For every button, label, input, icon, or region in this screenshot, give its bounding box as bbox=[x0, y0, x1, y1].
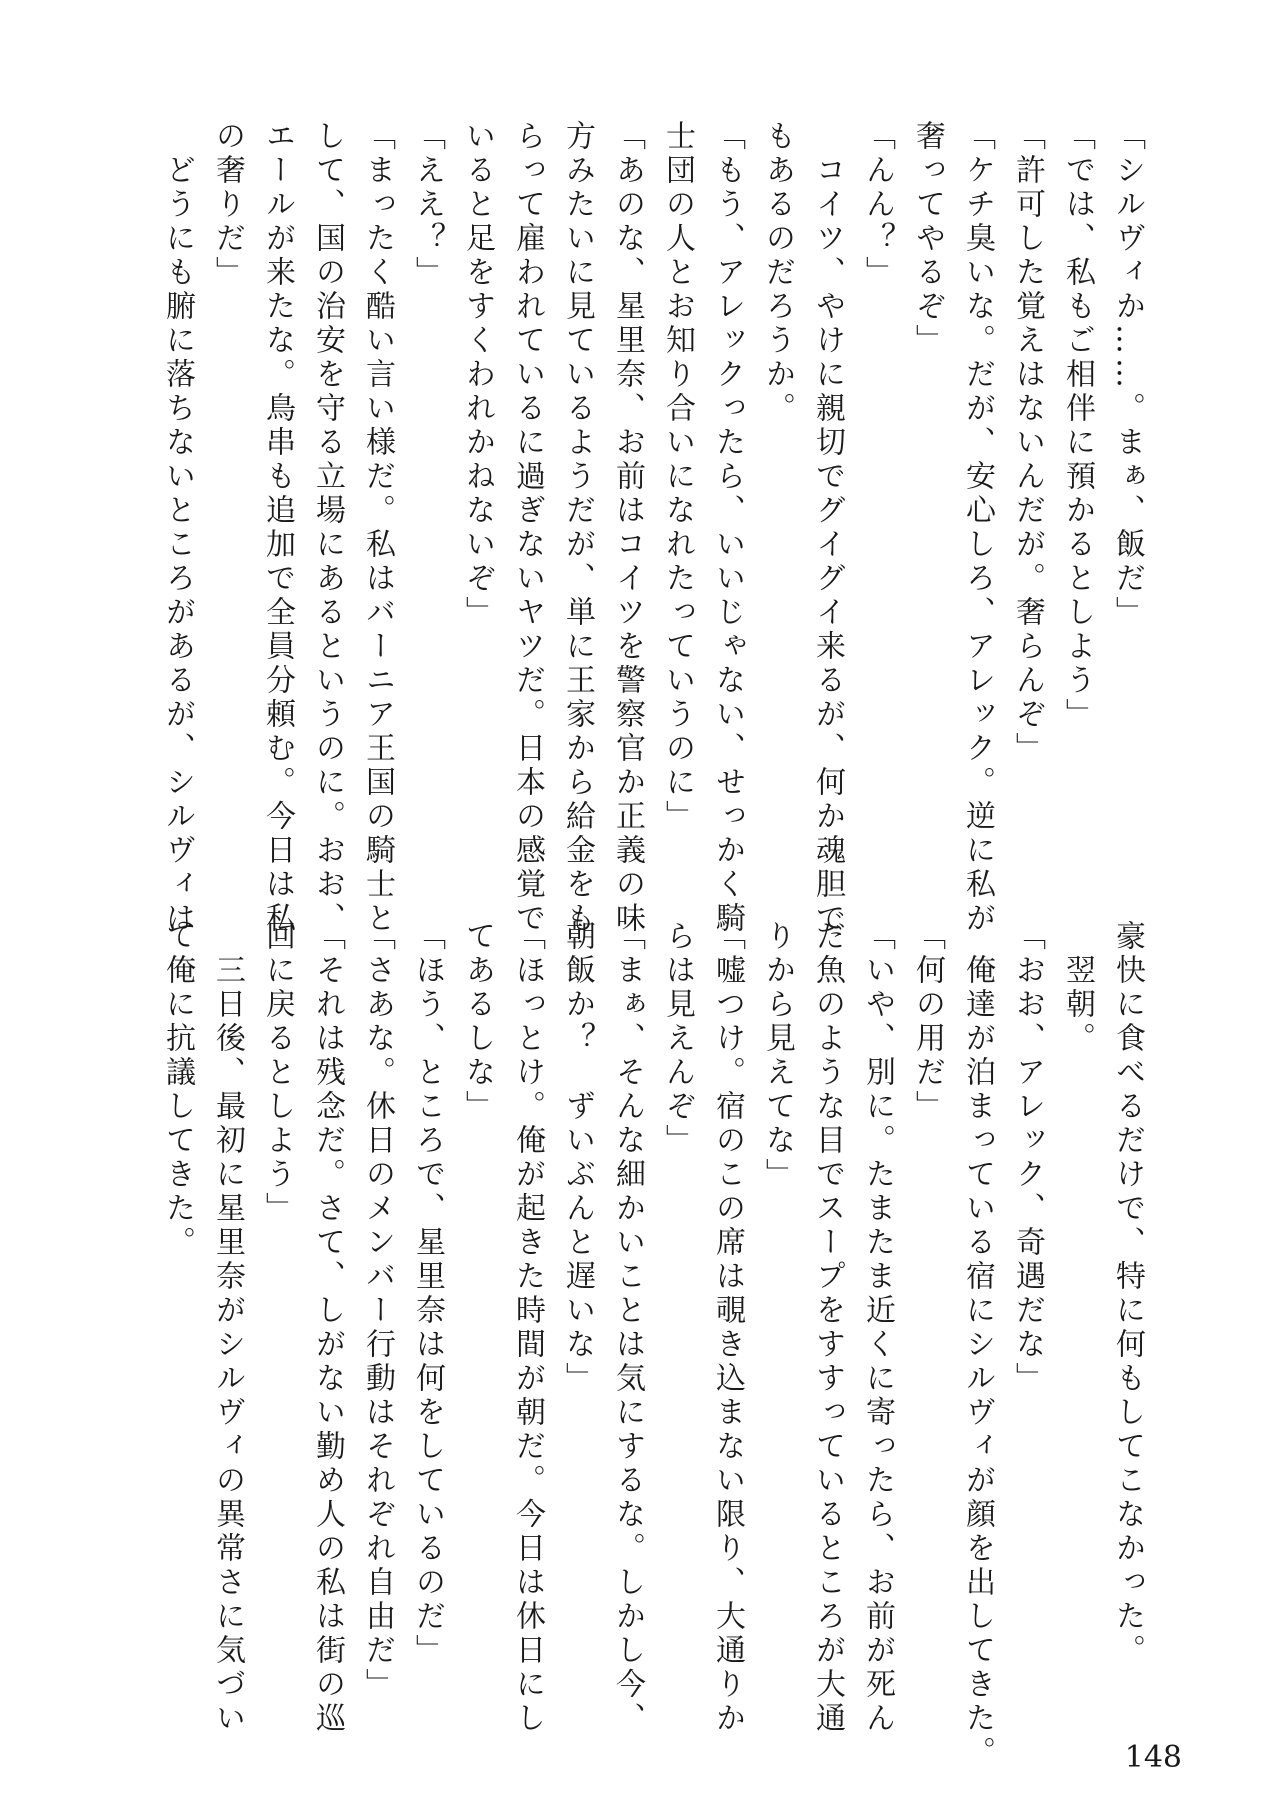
bottom-text-line: だ魚のような目でスープをすすっているところが大通 bbox=[810, 920, 845, 1736]
text-block-top bbox=[152, 120, 1152, 936]
top-text-line: 「あのな、星里奈、お前はコイツを警察官か正義の味 bbox=[610, 120, 645, 936]
bottom-text-line: 「おお、アレック、奇遇だな」 bbox=[1010, 920, 1045, 1396]
top-text-line: もあるのだろうか。 bbox=[760, 120, 795, 426]
bottom-text-line: 「さあな。休日のメンバー行動はそれぞれ自由だ」 bbox=[360, 920, 395, 1702]
bottom-text-line: りから見えてな」 bbox=[760, 920, 795, 1192]
bottom-text-line: 「嘘つけ。宿のこの席は覗き込まない限り、大通りか bbox=[710, 920, 745, 1736]
top-text-line: らって雇われているに過ぎないヤツだ。日本の感覚で bbox=[510, 120, 545, 936]
top-text-line: 「シルヴィか……。まぁ、飯だ」 bbox=[1110, 120, 1145, 630]
top-text-line: 「許可した覚えはないんだが。奢らんぞ」 bbox=[1010, 120, 1045, 766]
bottom-text-line: 「それは残念だ。さて、しがない勤め人の私は街の巡 bbox=[310, 920, 345, 1736]
bottom-text-line: 俺達が泊まっている宿にシルヴィが顔を出してきた。 bbox=[960, 920, 995, 1770]
top-text-line: いると足をすくわれかねないぞ」 bbox=[460, 120, 495, 630]
bottom-text-line: 豪快に食べるだけで、特に何もしてこなかった。 bbox=[1110, 920, 1145, 1668]
bottom-text-line: 「いや、別に。たまたま近くに寄ったら、お前が死ん bbox=[860, 920, 895, 1736]
bottom-text-line: て俺に抗議してきた。 bbox=[160, 920, 195, 1260]
top-text-line: して、国の治安を守る立場にあるというのに。おお、 bbox=[310, 120, 345, 936]
bottom-text-line: らは見えんぞ」 bbox=[660, 920, 695, 1158]
top-text-line: 方みたいに見ているようだが、単に王家から給金をも bbox=[560, 120, 595, 936]
bottom-text-line: 回に戻るとしよう」 bbox=[260, 920, 295, 1226]
bottom-text-line: 朝飯か？ ずいぶんと遅いな」 bbox=[560, 920, 595, 1396]
top-text-line: エールが来たな。鳥串も追加で全員分頼む。今日は私 bbox=[260, 120, 295, 936]
text-block-bottom bbox=[152, 920, 1152, 1770]
bottom-text-line: 翌朝。 bbox=[1060, 920, 1095, 1056]
top-text-line: 士団の人とお知り合いになれたっていうのに」 bbox=[660, 120, 695, 834]
top-text-line: 「んん？」 bbox=[860, 120, 895, 290]
top-text-line: 「まったく酷い言い様だ。私はバーニア王国の騎士と bbox=[360, 120, 395, 936]
bottom-text-line: てあるしな」 bbox=[460, 920, 495, 1124]
top-text-line: 「もう、アレックったら、いいじゃない、せっかく騎 bbox=[710, 120, 745, 936]
top-text-line: 「ケチ臭いな。だが、安心しろ、アレック。逆に私が bbox=[960, 120, 995, 936]
bottom-text-line: 三日後、最初に星里奈がシルヴィの異常さに気づい bbox=[210, 920, 245, 1736]
page-number: 148 bbox=[1124, 1740, 1182, 1775]
top-text-line: どうにも腑に落ちないところがあるが、シルヴィは bbox=[160, 120, 195, 936]
top-text-line: コイツ、やけに親切でグイグイ来るが、何か魂胆で bbox=[810, 120, 845, 936]
top-text-line: 「ええ？」 bbox=[410, 120, 445, 290]
top-text-line: 「では、私もご相伴に預かるとしよう」 bbox=[1060, 120, 1095, 732]
top-text-line: の奢りだ」 bbox=[210, 120, 245, 290]
bottom-text-line: 「ほっとけ。俺が起きた時間が朝だ。今日は休日にし bbox=[510, 920, 545, 1736]
bottom-text-line: 「ほう、ところで、星里奈は何をしているのだ」 bbox=[410, 920, 445, 1668]
bottom-text-line: 「何の用だ」 bbox=[910, 920, 945, 1124]
top-text-line: 奢ってやるぞ」 bbox=[910, 120, 945, 358]
bottom-text-line: 「まぁ、そんな細かいことは気にするな。しかし今、 bbox=[610, 920, 645, 1736]
